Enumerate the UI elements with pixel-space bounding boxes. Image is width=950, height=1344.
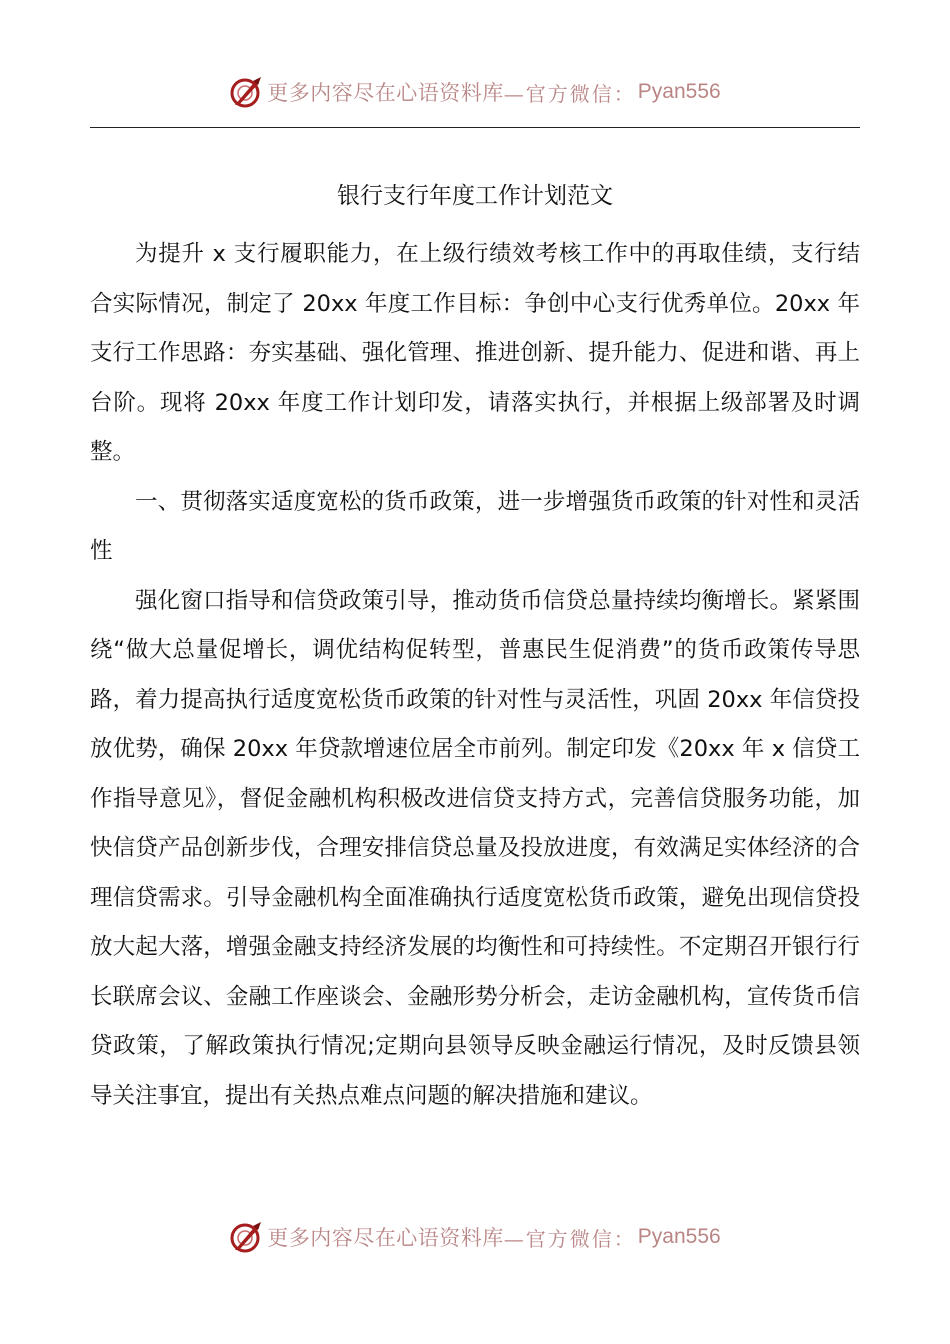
footer-banner-wechat-label: —官方微信： bbox=[503, 1226, 636, 1251]
footer-banner-text: 更多内容尽在心语资料库 bbox=[267, 1226, 504, 1250]
paragraph-intro: 为提升 x 支行履职能力，在上级行绩效考核工作中的再取佳绩，支行结合实际情况，制定了 20xx 年度工作目标：争创中心支行优秀单位。20xx 年支行工作思路：夯实基础、强化管理、推进创新、提升能力、促进和谐、再上台阶。现将 20xx 年度工作计划印发，请落实执行，并根据上级部署及时调整。 bbox=[90, 241, 860, 465]
header-divider bbox=[90, 127, 860, 128]
paragraph-section-1: 强化窗口指导和信贷政策引导，推动货币信贷总量持续均衡增长。紧紧围绕“做大总量促增长，调优结构促转型，普惠民生促消费”的货币政策传导思路，着力提高执行适度宽松货币政策的针对性与灵活性，巩固 20xx 年信贷投放优势，确保 20xx 年贷款增速位居全市前列。制定印发《20xx 年 x 信贷工作指导意见》，督促金融机构积极改进信贷支持方式，完善信贷服务功能，加快信贷产品创新步伐，合理安排信贷总量及投放进度，有效满足实体经济的合理信贷需求。引导金融机构全面准确执行适度宽松货币政策，避免出现信贷投放大起大落，增强金融支持经济发展的均衡性和可持续性。不定期召开银行行长联席会议、金融工作座谈会、金融形势分析会，走访金融机构，宣传货币信贷政策，了解政策执行情况;定期向县领导反映金融运行情况，及时反馈县领导关注事宜，提出有关热点难点问题的解决措施和建议。 bbox=[90, 587, 860, 1109]
header-banner-wechat-label: —官方微信： bbox=[503, 81, 636, 106]
footer-banner-wechat-id: Pyan556 bbox=[637, 1225, 721, 1248]
header-banner-wechat-id: Pyan556 bbox=[637, 80, 721, 103]
document-title: 银行支行年度工作计划范文 bbox=[337, 183, 613, 209]
document-body bbox=[90, 230, 860, 1121]
footer-banner bbox=[0, 1217, 950, 1257]
header-banner-text: 更多内容尽在心语资料库 bbox=[267, 81, 504, 105]
header-banner bbox=[0, 72, 950, 112]
quill-logo-icon bbox=[229, 1220, 263, 1254]
section-heading-1: 一、贯彻落实适度宽松的货币政策，进一步增强货币政策的针对性和灵活性 bbox=[90, 488, 860, 564]
quill-logo-icon bbox=[229, 75, 263, 109]
